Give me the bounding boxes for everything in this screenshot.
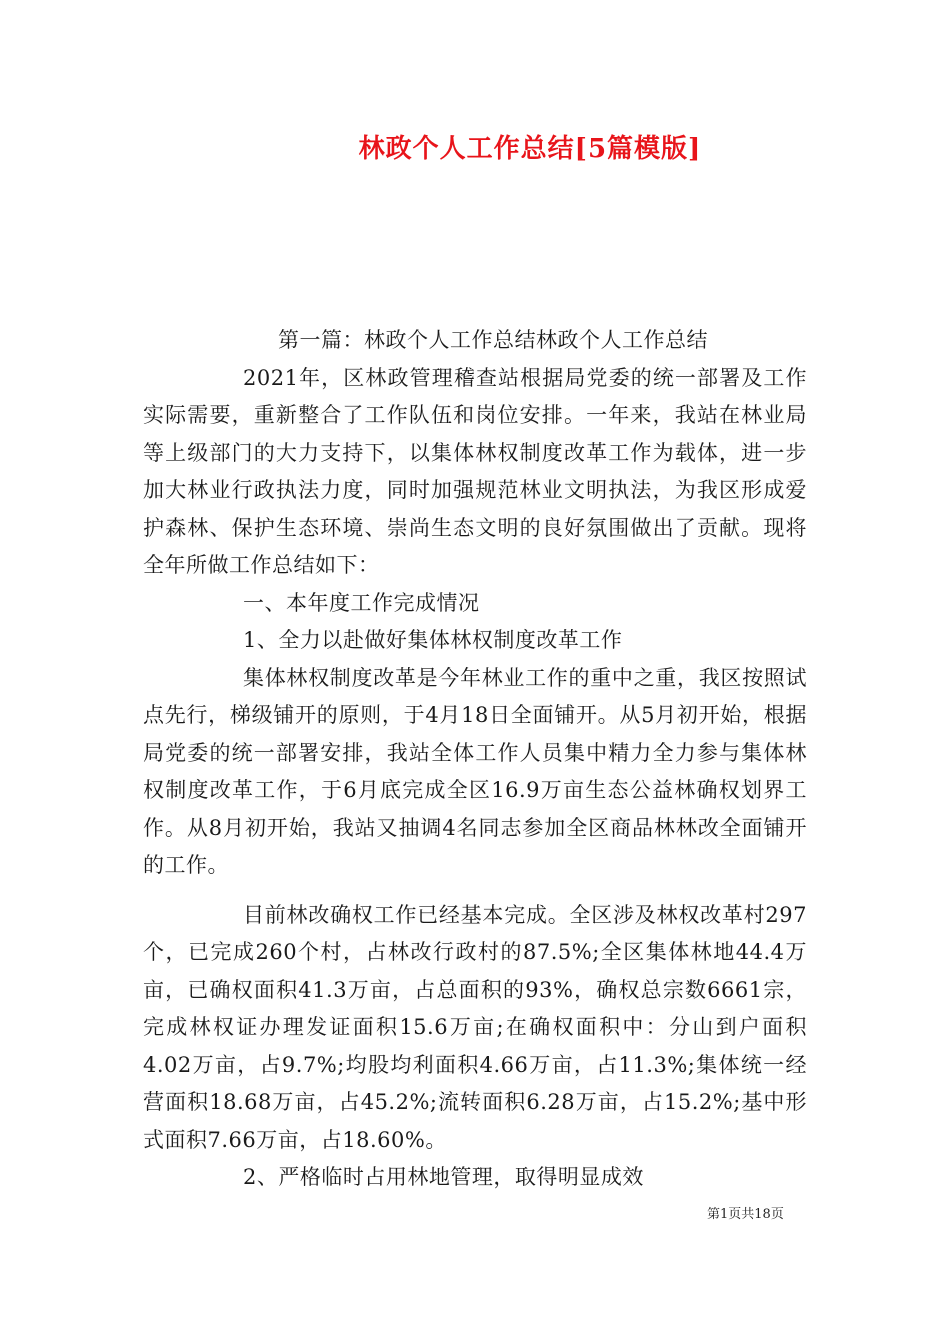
heading-forest-land-management: 2、严格临时占用林地管理，取得明显成效 xyxy=(243,1165,644,1189)
paragraph-reform-detail: 集体林权制度改革是今年林业工作的重中之重，我区按照试点先行，梯级铺开的原则，于4月18日全面铺开。从5月初开始，根据局党委的统一部署安排，我站全体工作人员集中精力全力参与集体林权制度改革工作，于6月底完成全区16.9万亩生态公益林确权划界工作。从8月初开始，我站又抽调4名同志参加全区商品林林改全面铺开的工作。 xyxy=(143,665,807,877)
paragraph-gap xyxy=(143,885,807,897)
section-subtitle: 第一篇：林政个人工作总结林政个人工作总结 xyxy=(278,328,708,352)
heading-annual-work: 一、本年度工作完成情况 xyxy=(243,590,480,615)
heading-forest-reform: 1、全力以赴做好集体林权制度改革工作 xyxy=(243,628,623,652)
paragraph-intro: 2021年，区林政管理稽查站根据局党委的统一部署及工作实际需要，重新整合了工作队伍和岗位安排。一年来，我站在林业局等上级部门的大力支持下，以集体林权制度改革工作为载体，进一步加大林业行政执法力度，同时加强规范林业文明执法，为我区形成爱护森林、保护生态环境、崇尚生态文明的良好氛围做出了贡献。现将全年所做工作总结如下： xyxy=(143,365,807,577)
document-body xyxy=(143,322,807,1197)
document-title: 林政个人工作总结[5篇模版] xyxy=(358,134,702,164)
page-number: 第1页共18页 xyxy=(707,1207,784,1222)
paragraph-reform-stats: 目前林改确权工作已经基本完成。全区涉及林权改革村297个，已完成260个村，占林改行政村的87.5%;全区集体林地44.4万亩，已确权面积41.3万亩，占总面积的93%，确权总宗数6661宗，完成林权证办理发证面积15.6万亩;在确权面积中：分山到户面积4.02万亩，占9.7%;均股均利面积4.66万亩，占11.3%;集体统一经营面积18.68万亩，占45.2%;流转面积6.28万亩，占15.2%;基中形式面积7.66万亩，占18.60%。 xyxy=(143,902,807,1152)
